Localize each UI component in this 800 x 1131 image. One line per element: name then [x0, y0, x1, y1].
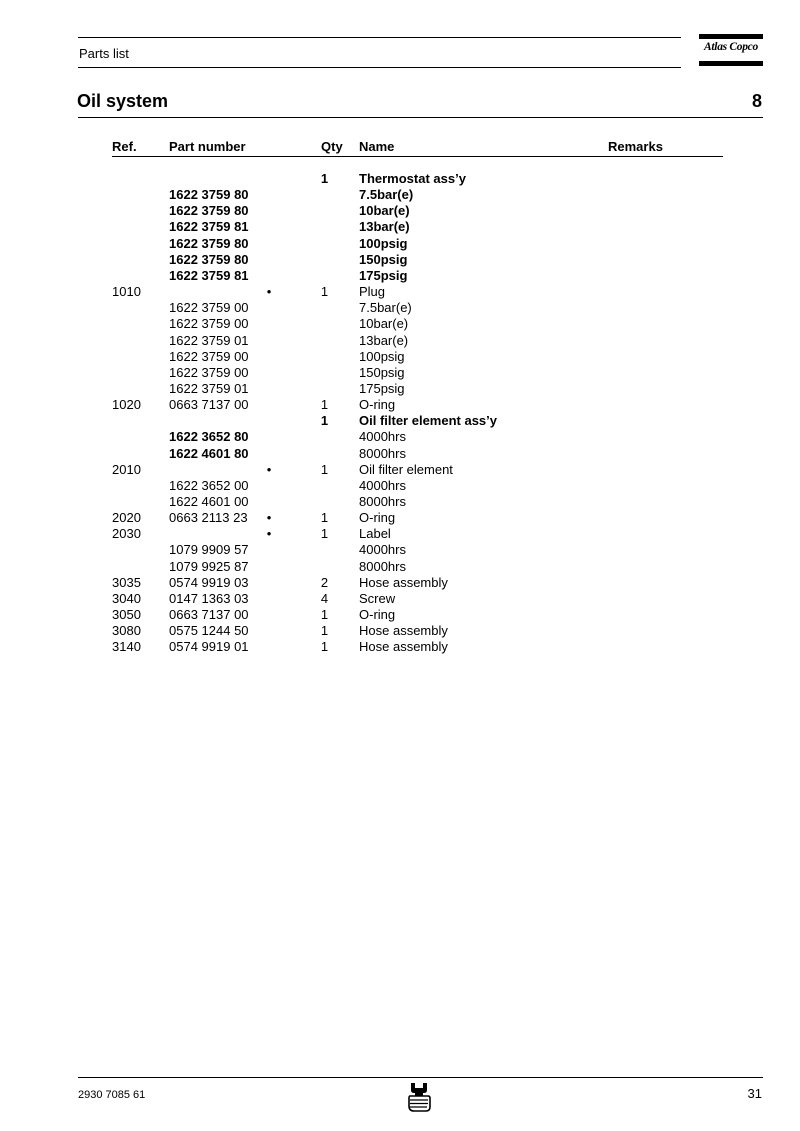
ref-cell: 3035 [112, 574, 141, 590]
column-header-ref: Ref. [112, 139, 137, 154]
table-row [0, 510, 800, 526]
table-row [0, 268, 800, 284]
document-number: 2930 7085 61 [78, 1089, 146, 1101]
name-cell: Oil filter element ass’y [359, 413, 498, 429]
ref-cell: 2020 [112, 510, 141, 526]
ref-cell: 3050 [112, 607, 141, 623]
table-row [0, 252, 800, 268]
table-row [0, 575, 800, 591]
name-cell: Screw [359, 590, 396, 606]
name-cell: Hose assembly [359, 639, 448, 655]
part-number-cell: 1622 3759 00 [169, 364, 249, 380]
part-number-cell: 1622 3759 00 [169, 316, 249, 332]
table-row [0, 462, 800, 478]
qty-cell: 1 [320, 461, 329, 477]
header-rule-top [78, 37, 681, 38]
spare-part-marker: • [266, 510, 272, 526]
ref-cell: 3080 [112, 623, 141, 639]
brand-logo [699, 34, 763, 68]
table-row [0, 316, 800, 332]
ref-cell: 1020 [112, 397, 141, 413]
table-row [0, 381, 800, 397]
name-cell: Oil filter element [359, 461, 453, 477]
section-rule [78, 117, 763, 118]
part-number-cell: 1622 3759 80 [169, 235, 249, 251]
part-number-cell: 1622 3759 00 [169, 348, 249, 364]
part-number-cell: 0663 2113 23 [169, 510, 248, 526]
qty-cell: 1 [320, 639, 329, 655]
table-row [0, 187, 800, 203]
name-cell: Plug [359, 284, 386, 300]
name-cell: Label [359, 526, 391, 542]
part-number-cell: 1622 4601 80 [169, 445, 249, 461]
name-cell: 7.5bar(e) [359, 300, 412, 316]
part-number-cell: 1622 3759 00 [169, 300, 249, 316]
name-cell: O-ring [359, 607, 396, 623]
part-number-cell: 1622 3759 01 [169, 332, 249, 348]
qty-cell: 1 [320, 607, 329, 623]
ref-cell: 2010 [112, 461, 141, 477]
spare-part-marker: • [266, 284, 272, 300]
table-row [0, 639, 800, 655]
spare-part-marker: • [266, 461, 272, 477]
name-cell: 150psig [359, 251, 408, 267]
part-number-cell: 1622 3759 81 [169, 267, 249, 283]
name-cell: 175psig [359, 380, 405, 396]
ref-cell: 1010 [112, 284, 141, 300]
table-row [0, 591, 800, 607]
name-cell: Hose assembly [359, 623, 448, 639]
section-title: Oil system [77, 91, 169, 111]
qty-cell: 1 [320, 510, 329, 526]
ref-cell: 2030 [112, 526, 141, 542]
name-cell: 100psig [359, 235, 408, 251]
table-row [0, 429, 800, 445]
section-number: 8 [751, 91, 762, 111]
name-cell: 10bar(e) [359, 203, 410, 219]
table-row [0, 526, 800, 542]
ref-cell: 3140 [112, 639, 141, 655]
table-row [0, 413, 800, 429]
name-cell: 4000hrs [359, 429, 406, 445]
table-row [0, 365, 800, 381]
name-cell: O-ring [359, 397, 396, 413]
column-header-remarks: Remarks [608, 139, 663, 154]
part-number-cell: 1622 3652 00 [169, 477, 249, 493]
name-cell: 7.5bar(e) [359, 187, 414, 203]
table-row [0, 349, 800, 365]
column-header-name: Name [359, 139, 395, 154]
qty-cell: 1 [320, 284, 329, 300]
name-cell: 8000hrs [359, 558, 406, 574]
ref-cell: 3040 [112, 590, 141, 606]
part-number-cell: 0663 7137 00 [169, 607, 249, 623]
table-row [0, 219, 800, 235]
name-cell: O-ring [359, 510, 396, 526]
qty-cell: 1 [320, 413, 329, 429]
name-cell: 8000hrs [359, 494, 406, 509]
part-number-cell: 1622 3759 01 [169, 380, 249, 396]
part-number-cell: 0574 9919 01 [169, 639, 249, 655]
page-number: 31 [747, 1086, 762, 1101]
table-row [0, 494, 800, 510]
table-row [0, 623, 800, 639]
name-cell: 8000hrs [359, 445, 406, 461]
table-row [0, 607, 800, 623]
service-wrench-hand-icon [406, 1080, 432, 1112]
part-number-cell: 1622 3759 81 [169, 219, 249, 235]
name-cell: 13bar(e) [359, 219, 410, 235]
part-number-cell: 1622 3759 80 [169, 187, 249, 203]
spare-part-marker: • [266, 526, 272, 542]
name-cell: 4000hrs [359, 477, 406, 493]
qty-cell: 1 [320, 171, 329, 186]
part-number-cell: 1622 4601 00 [169, 494, 249, 509]
part-number-cell: 1622 3652 80 [169, 429, 249, 445]
table-row [0, 446, 800, 462]
header-label: Parts list [79, 46, 129, 61]
table-row [0, 542, 800, 558]
part-number-cell: 1622 3759 80 [169, 203, 249, 219]
part-number-cell: 0574 9919 03 [169, 574, 249, 590]
table-row [0, 333, 800, 349]
name-cell: 175psig [359, 267, 408, 283]
name-cell: 4000hrs [359, 542, 406, 558]
table-row [0, 559, 800, 575]
table-row [0, 478, 800, 494]
name-cell: 13bar(e) [359, 332, 409, 348]
qty-cell: 1 [320, 526, 329, 542]
part-number-cell: 0575 1244 50 [169, 623, 249, 639]
header-rule-bottom [78, 67, 681, 68]
brand-logo-text: Atlas Copco [704, 41, 758, 53]
name-cell: 10bar(e) [359, 316, 409, 332]
table-row [0, 203, 800, 219]
table-row [0, 284, 800, 300]
qty-cell: 1 [320, 397, 329, 413]
table-row [0, 397, 800, 413]
footer-rule [78, 1077, 763, 1078]
column-header-qty: Qty [321, 139, 343, 154]
part-number-cell: 1622 3759 80 [169, 251, 249, 267]
table-row [0, 171, 800, 187]
table-header-rule [112, 156, 723, 157]
name-cell: 100psig [359, 348, 405, 364]
table-row [0, 236, 800, 252]
name-cell: Hose assembly [359, 574, 448, 590]
qty-cell: 2 [320, 574, 329, 590]
qty-cell: 1 [320, 623, 329, 639]
column-header-part-number: Part number [169, 139, 246, 154]
part-number-cell: 0663 7137 00 [169, 397, 249, 413]
qty-cell: 4 [320, 590, 329, 606]
table-row [0, 300, 800, 316]
part-number-cell: 1079 9925 87 [169, 558, 249, 574]
part-number-cell: 0147 1363 03 [169, 590, 249, 606]
part-number-cell: 1079 9909 57 [169, 542, 249, 558]
name-cell: 150psig [359, 364, 405, 380]
name-cell: Thermostat ass’y [359, 171, 466, 186]
